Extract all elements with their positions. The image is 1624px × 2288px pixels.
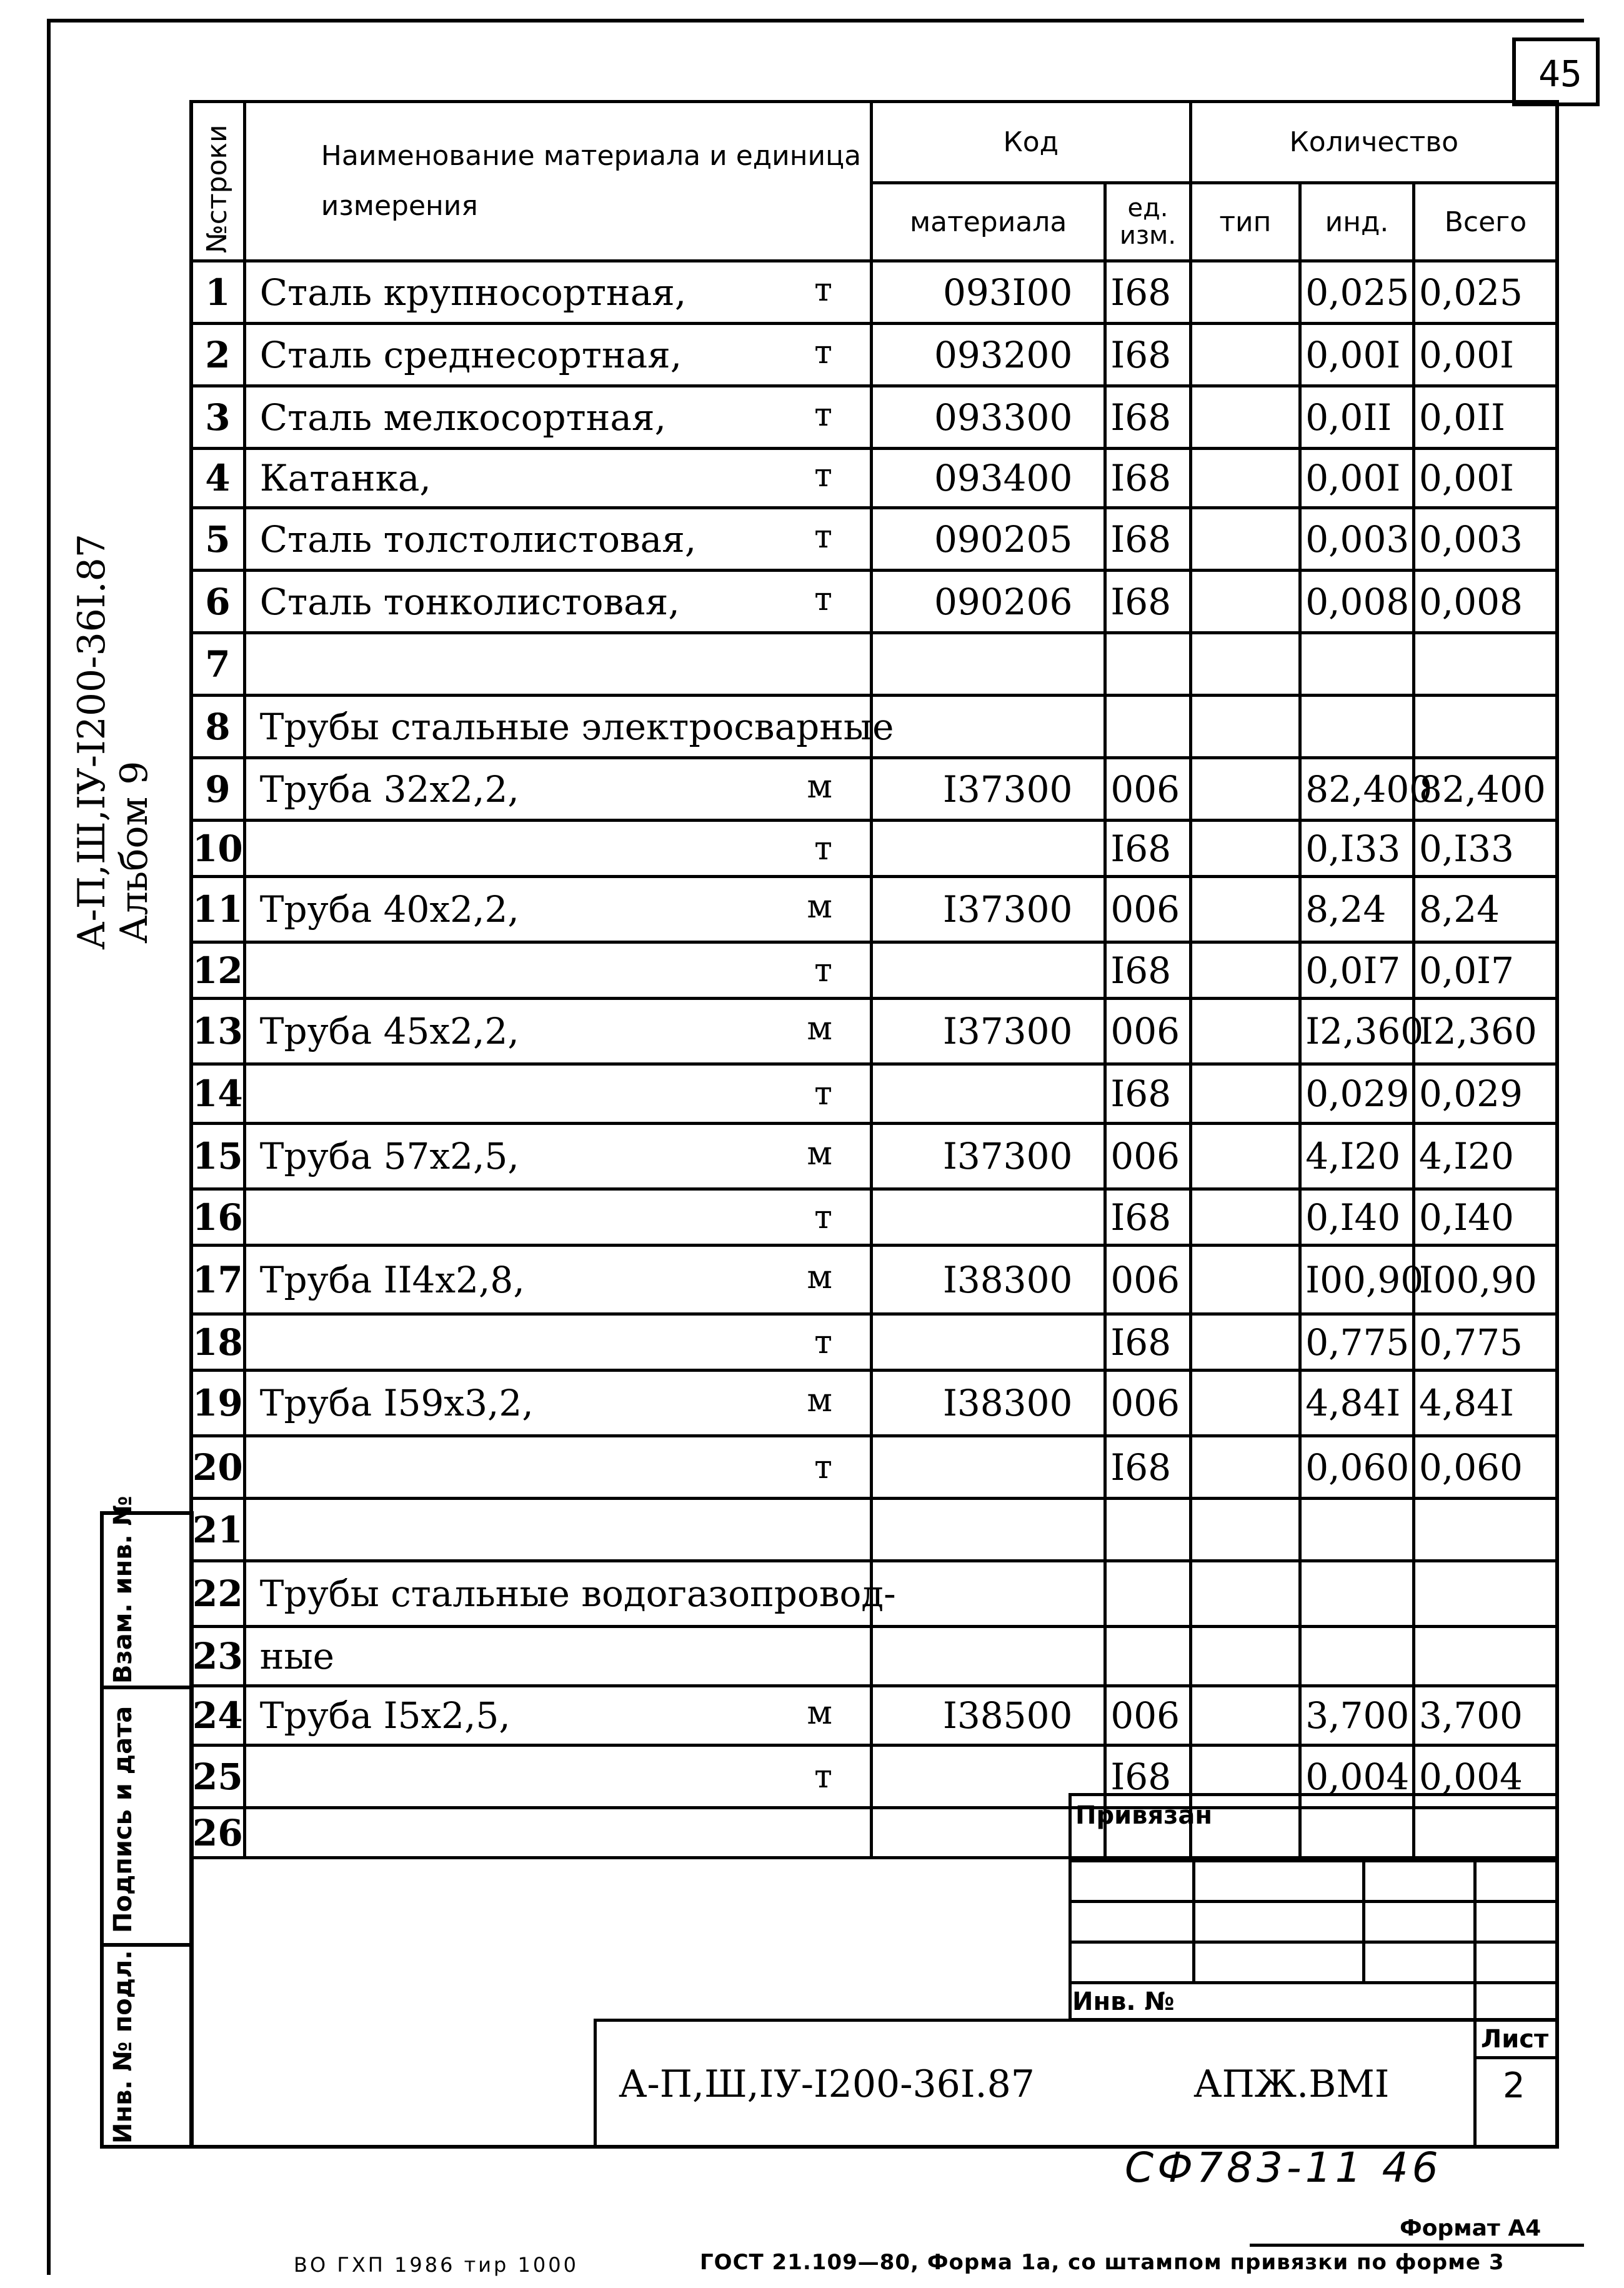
row-name-text: Труба 57х2,5, xyxy=(259,1135,519,1177)
row-measure-unit: т xyxy=(814,951,832,989)
row-qty-ind: 0,I33 xyxy=(1300,821,1414,877)
row-measure-unit: т xyxy=(814,580,832,618)
row-name xyxy=(244,1499,871,1561)
row-number: 25 xyxy=(191,1746,245,1808)
table-row xyxy=(191,1686,1558,1746)
row-name xyxy=(244,1686,871,1746)
row-name-text: Труба 40х2,2, xyxy=(259,888,519,931)
row-qty-type xyxy=(1190,633,1300,696)
row-qty-ind: 0,025 xyxy=(1300,261,1414,324)
page-number-box xyxy=(1512,37,1600,106)
row-name xyxy=(244,1561,896,1627)
row-name xyxy=(244,877,871,942)
table-row xyxy=(191,386,1558,449)
row-code xyxy=(871,1314,1105,1371)
title-hline xyxy=(1473,2056,1559,2059)
title-doc-mark: АПЖ.ВМI xyxy=(1193,2062,1390,2106)
row-qty-total: I00,90 xyxy=(1413,1246,1557,1314)
row-number: 17 xyxy=(191,1246,245,1314)
stamp-line-2 xyxy=(1069,1900,1559,1903)
row-name-text: Катанка, xyxy=(259,457,431,499)
sheet-label: Лист xyxy=(1481,2025,1549,2054)
strip-podpis: Подпись и дата xyxy=(100,1686,194,1947)
row-name-text: Труба II4х2,8, xyxy=(259,1258,525,1301)
row-code xyxy=(871,821,1105,877)
row-qty-ind: 0,004 xyxy=(1300,1746,1414,1808)
row-name xyxy=(244,571,871,633)
row-qty-total xyxy=(1413,1561,1557,1627)
row-qty-ind: 3,700 xyxy=(1300,1686,1414,1746)
stamp-vline-2 xyxy=(1362,1859,1365,1981)
row-code: 093200 xyxy=(871,324,1105,386)
row-unit-code: I68 xyxy=(1105,449,1190,508)
row-measure-unit: т xyxy=(814,829,832,867)
row-code xyxy=(871,942,1105,999)
row-unit-code: I68 xyxy=(1105,571,1190,633)
row-measure-unit: т xyxy=(814,396,832,434)
row-qty-total: 0,008 xyxy=(1413,571,1557,633)
strip-inv-podl: Инв. № подл. xyxy=(100,1943,194,2149)
row-qty-ind: 4,84I xyxy=(1300,1371,1414,1436)
row-measure-unit: м xyxy=(807,1010,832,1047)
row-qty-ind: I2,360 xyxy=(1300,999,1414,1064)
row-name-text: Трубы стальные водогазопровод- xyxy=(259,1572,896,1615)
header-row-no: №строки xyxy=(191,102,245,261)
row-code xyxy=(871,1436,1105,1499)
row-name xyxy=(244,261,871,324)
table-row xyxy=(191,942,1558,999)
row-qty-type xyxy=(1190,1371,1300,1436)
row-number: 18 xyxy=(191,1314,245,1371)
row-unit-code: 006 xyxy=(1105,999,1190,1064)
table-row xyxy=(191,1371,1558,1436)
row-name xyxy=(244,942,871,999)
row-name xyxy=(244,508,871,571)
row-code xyxy=(871,696,1105,758)
row-qty-ind: 0,0I7 xyxy=(1300,942,1414,999)
row-name xyxy=(244,758,871,821)
stamp-vline-3 xyxy=(1473,1859,1477,2022)
row-unit-code xyxy=(1105,696,1190,758)
row-name xyxy=(244,386,871,449)
handwritten-note: СФ783-11 46 xyxy=(1125,2144,1442,2192)
footer-left: ВО ГХП 1986 тир 1000 xyxy=(294,2253,579,2277)
row-number: 3 xyxy=(191,386,245,449)
row-name xyxy=(244,633,871,696)
row-code xyxy=(871,1189,1105,1246)
row-qty-total xyxy=(1413,633,1557,696)
row-name xyxy=(244,1064,871,1124)
stamp-inv-no: Инв. № xyxy=(1072,1987,1175,2016)
row-qty-total xyxy=(1413,696,1557,758)
row-unit-code: I68 xyxy=(1105,942,1190,999)
row-unit-code xyxy=(1105,633,1190,696)
row-unit-code: I68 xyxy=(1105,1746,1190,1808)
table-row xyxy=(191,571,1558,633)
row-qty-type xyxy=(1190,1314,1300,1371)
row-qty-total xyxy=(1413,1627,1557,1686)
row-code: 090205 xyxy=(871,508,1105,571)
row-number: 1 xyxy=(191,261,245,324)
spec-table xyxy=(189,100,1559,1859)
row-number: 7 xyxy=(191,633,245,696)
page-number: 45 xyxy=(1538,52,1582,95)
row-code: 093I00 xyxy=(871,261,1105,324)
table-row xyxy=(191,324,1558,386)
row-unit-code: 006 xyxy=(1105,1371,1190,1436)
row-qty-type xyxy=(1190,942,1300,999)
table-row xyxy=(191,449,1558,508)
row-qty-total: 0,0I7 xyxy=(1413,942,1557,999)
stamp-line-4 xyxy=(1069,1981,1559,1984)
row-qty-ind: 0,0II xyxy=(1300,386,1414,449)
row-unit-code: I68 xyxy=(1105,821,1190,877)
row-measure-unit: т xyxy=(814,1757,832,1796)
row-qty-ind: 0,003 xyxy=(1300,508,1414,571)
row-qty-ind: 0,029 xyxy=(1300,1064,1414,1124)
row-name xyxy=(244,1189,871,1246)
row-qty-type xyxy=(1190,261,1300,324)
footer-line xyxy=(1250,2244,1584,2247)
row-measure-unit: т xyxy=(814,333,832,371)
table-row xyxy=(191,1627,1558,1686)
row-name-text: Труба I5х2,5, xyxy=(259,1694,511,1737)
row-qty-type xyxy=(1190,1499,1300,1561)
row-name-text: Сталь крупносортная, xyxy=(259,271,687,314)
table-row xyxy=(191,1314,1558,1371)
row-unit-code: I68 xyxy=(1105,1189,1190,1246)
row-unit-code: I68 xyxy=(1105,386,1190,449)
row-qty-type xyxy=(1190,1064,1300,1124)
row-code: I38300 xyxy=(871,1371,1105,1436)
footer-right: ГОСТ 21.109—80, Форма 1а, со штампом привязки по форме 3 xyxy=(700,2250,1505,2275)
format-label: Формат А4 xyxy=(1400,2216,1542,2241)
row-qty-total: 3,700 xyxy=(1413,1686,1557,1746)
row-name xyxy=(244,999,871,1064)
row-unit-code: 006 xyxy=(1105,877,1190,942)
header-qty-group: Количество xyxy=(1190,102,1557,183)
row-name xyxy=(244,1746,871,1808)
row-name-text: Труба I59х3,2, xyxy=(259,1382,534,1424)
row-number: 19 xyxy=(191,1371,245,1436)
row-number: 24 xyxy=(191,1686,245,1746)
row-qty-total: 8,24 xyxy=(1413,877,1557,942)
row-unit-code: I68 xyxy=(1105,1314,1190,1371)
row-qty-type xyxy=(1190,1124,1300,1189)
row-number: 6 xyxy=(191,571,245,633)
table-row xyxy=(191,1561,1558,1627)
header-code-group: Код xyxy=(871,102,1190,183)
table-header-top xyxy=(191,102,1558,183)
row-number: 5 xyxy=(191,508,245,571)
row-code: 090206 xyxy=(871,571,1105,633)
row-code: 093400 xyxy=(871,449,1105,508)
header-qty-type: тип xyxy=(1190,183,1300,261)
row-qty-type xyxy=(1190,1627,1300,1686)
row-qty-total: 82,400 xyxy=(1413,758,1557,821)
row-measure-unit: м xyxy=(807,1258,832,1296)
row-number: 15 xyxy=(191,1124,245,1189)
row-name xyxy=(244,821,871,877)
row-number: 2 xyxy=(191,324,245,386)
row-measure-unit: м xyxy=(807,888,832,926)
row-qty-type xyxy=(1190,1686,1300,1746)
row-qty-ind: 8,24 xyxy=(1300,877,1414,942)
row-code: I37300 xyxy=(871,999,1105,1064)
row-qty-ind: 0,775 xyxy=(1300,1314,1414,1371)
row-qty-total: 4,84I xyxy=(1413,1371,1557,1436)
table-row xyxy=(191,1189,1558,1246)
row-name xyxy=(244,1246,871,1314)
row-name xyxy=(244,1314,871,1371)
row-number: 13 xyxy=(191,999,245,1064)
row-measure-unit: м xyxy=(807,1382,832,1419)
row-code xyxy=(871,1627,1105,1686)
row-qty-type xyxy=(1190,571,1300,633)
row-unit-code: I68 xyxy=(1105,324,1190,386)
table-row xyxy=(191,508,1558,571)
row-number: 21 xyxy=(191,1499,245,1561)
table-row xyxy=(191,999,1558,1064)
row-number: 9 xyxy=(191,758,245,821)
row-qty-ind: 0,00I xyxy=(1300,449,1414,508)
row-unit-code: I68 xyxy=(1105,1436,1190,1499)
title-doc-code: А-П,Ш,IУ-I200-36I.87 xyxy=(619,2062,1035,2106)
row-unit-code: I68 xyxy=(1105,1064,1190,1124)
strip-vzam: Взам. инв. № xyxy=(100,1511,194,1689)
row-code: I37300 xyxy=(871,1124,1105,1189)
table-row xyxy=(191,696,1558,758)
row-name xyxy=(244,1808,871,1858)
row-number: 14 xyxy=(191,1064,245,1124)
table-row xyxy=(191,633,1558,696)
row-qty-ind: I00,90 xyxy=(1300,1246,1414,1314)
stamp-vline-1 xyxy=(1192,1859,1195,1981)
row-code: I38500 xyxy=(871,1686,1105,1746)
row-qty-type xyxy=(1190,1246,1300,1314)
row-qty-total: 0,775 xyxy=(1413,1314,1557,1371)
row-number: 11 xyxy=(191,877,245,942)
row-number: 22 xyxy=(191,1561,245,1627)
row-unit-code xyxy=(1105,1561,1190,1627)
row-qty-total: 0,00I xyxy=(1413,449,1557,508)
row-qty-ind: 0,008 xyxy=(1300,571,1414,633)
table-row xyxy=(191,1499,1558,1561)
row-measure-unit: т xyxy=(814,1198,832,1236)
row-number: 10 xyxy=(191,821,245,877)
row-measure-unit: т xyxy=(814,1075,832,1112)
stamp-line-3 xyxy=(1069,1941,1559,1944)
table-row xyxy=(191,877,1558,942)
row-name xyxy=(244,696,894,758)
row-number: 4 xyxy=(191,449,245,508)
row-qty-total: 0,004 xyxy=(1413,1746,1557,1808)
row-qty-ind xyxy=(1300,1627,1414,1686)
row-measure-unit: т xyxy=(814,517,832,556)
row-measure-unit: т xyxy=(814,1323,832,1361)
row-name-text: Сталь тонколистовая, xyxy=(259,580,680,623)
side-code-text: А-П,Ш,IУ-I200-36I.87 xyxy=(70,534,114,950)
row-qty-ind xyxy=(1300,1499,1414,1561)
table-row xyxy=(191,758,1558,821)
row-qty-ind xyxy=(1300,696,1414,758)
header-name: Наименование материала и единица измерения xyxy=(244,102,871,261)
row-code xyxy=(871,633,1105,696)
row-qty-type xyxy=(1190,324,1300,386)
row-qty-type xyxy=(1190,449,1300,508)
row-unit-code: I68 xyxy=(1105,508,1190,571)
row-qty-ind: 4,I20 xyxy=(1300,1124,1414,1189)
row-measure-unit: м xyxy=(807,1135,832,1172)
row-qty-total: 0,025 xyxy=(1413,261,1557,324)
row-qty-total: 4,I20 xyxy=(1413,1124,1557,1189)
row-code xyxy=(871,1064,1105,1124)
row-qty-ind xyxy=(1300,633,1414,696)
row-unit-code: 006 xyxy=(1105,1686,1190,1746)
row-measure-unit: т xyxy=(814,271,832,309)
row-unit-code xyxy=(1105,1499,1190,1561)
row-name-text: Труба 32х2,2, xyxy=(259,767,519,811)
privyazan-box: Привязан xyxy=(1069,1793,1559,2021)
row-qty-ind: 82,400 xyxy=(1300,758,1414,821)
row-qty-total: 0,029 xyxy=(1413,1064,1557,1124)
row-name xyxy=(244,1124,871,1189)
row-code xyxy=(871,1499,1105,1561)
row-name-text: Трубы стальные электросварные xyxy=(259,705,894,748)
table-row xyxy=(191,821,1558,877)
row-qty-type xyxy=(1190,821,1300,877)
row-unit-code: I68 xyxy=(1105,261,1190,324)
row-number: 12 xyxy=(191,942,245,999)
row-measure-unit: т xyxy=(814,457,832,494)
row-qty-ind: 0,060 xyxy=(1300,1436,1414,1499)
row-measure-unit: м xyxy=(807,767,832,806)
row-number: 20 xyxy=(191,1436,245,1499)
row-name-text: Сталь мелкосортная, xyxy=(259,396,667,439)
row-unit-code: 006 xyxy=(1105,1246,1190,1314)
row-number: 26 xyxy=(191,1808,245,1858)
header-code-unit: ед. изм. xyxy=(1105,183,1190,261)
row-measure-unit: т xyxy=(814,1448,832,1486)
table-row xyxy=(191,1246,1558,1314)
row-name xyxy=(244,1436,871,1499)
row-qty-type xyxy=(1190,1436,1300,1499)
row-name-text: ные xyxy=(259,1635,334,1677)
row-qty-total: 0,003 xyxy=(1413,508,1557,571)
row-qty-type xyxy=(1190,508,1300,571)
row-code: I37300 xyxy=(871,877,1105,942)
row-code: I38300 xyxy=(871,1246,1105,1314)
title-vline xyxy=(1473,2019,1477,2149)
row-name xyxy=(244,324,871,386)
row-name-text: Сталь толстолистовая, xyxy=(259,517,697,561)
header-qty-total: Всего xyxy=(1413,183,1557,261)
page-top-border xyxy=(47,19,1584,22)
row-qty-type xyxy=(1190,877,1300,942)
row-unit-code: 006 xyxy=(1105,758,1190,821)
row-number: 16 xyxy=(191,1189,245,1246)
table-row xyxy=(191,261,1558,324)
page-left-border xyxy=(47,19,51,2275)
row-name xyxy=(244,449,871,508)
row-code: 093300 xyxy=(871,386,1105,449)
row-qty-ind: 0,I40 xyxy=(1300,1189,1414,1246)
row-name-text: Сталь среднесортная, xyxy=(259,333,682,376)
row-qty-total: I2,360 xyxy=(1413,999,1557,1064)
header-qty-ind: инд. xyxy=(1300,183,1414,261)
row-name xyxy=(244,1371,871,1436)
row-unit-code: 006 xyxy=(1105,1124,1190,1189)
row-qty-total: 0,060 xyxy=(1413,1436,1557,1499)
table-row xyxy=(191,1064,1558,1124)
sheet-number: 2 xyxy=(1503,2066,1525,2106)
row-qty-type xyxy=(1190,758,1300,821)
row-qty-total: 0,I33 xyxy=(1413,821,1557,877)
table-row xyxy=(191,1436,1558,1499)
row-code: I37300 xyxy=(871,758,1105,821)
row-qty-ind xyxy=(1300,1561,1414,1627)
table-row xyxy=(191,1124,1558,1189)
row-qty-type xyxy=(1190,1561,1300,1627)
row-measure-unit: м xyxy=(807,1694,832,1732)
stamp-line-1 xyxy=(1069,1859,1559,1862)
row-qty-total xyxy=(1413,1499,1557,1561)
row-qty-type xyxy=(1190,386,1300,449)
row-name xyxy=(244,1627,871,1686)
row-unit-code xyxy=(1105,1627,1190,1686)
side-album-text: Альбом 9 xyxy=(112,761,156,944)
row-number: 8 xyxy=(191,696,245,758)
row-number: 23 xyxy=(191,1627,245,1686)
row-qty-ind: 0,00I xyxy=(1300,324,1414,386)
row-qty-total: 0,00I xyxy=(1413,324,1557,386)
row-qty-type xyxy=(1190,999,1300,1064)
row-qty-total: 0,0II xyxy=(1413,386,1557,449)
row-qty-type xyxy=(1190,696,1300,758)
row-qty-type xyxy=(1190,1189,1300,1246)
row-qty-total: 0,I40 xyxy=(1413,1189,1557,1246)
row-name-text: Труба 45х2,2, xyxy=(259,1010,519,1052)
row-code xyxy=(871,1561,1105,1627)
header-code-material: материала xyxy=(871,183,1105,261)
